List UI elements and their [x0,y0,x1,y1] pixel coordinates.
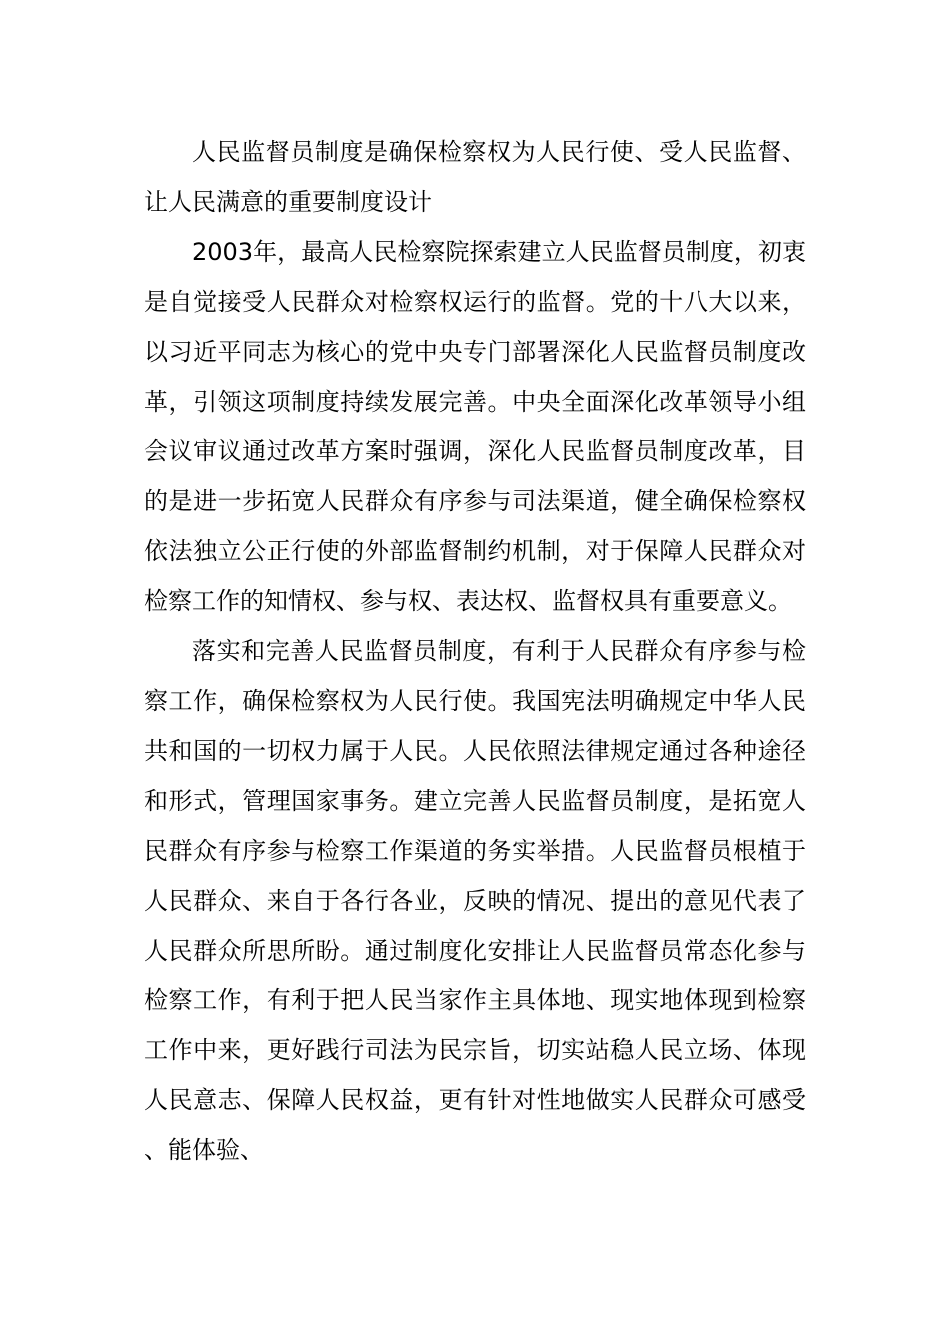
paragraph-body: 落实和完善人民监督员制度，有利于人民群众有序参与检察工作，确保检察权为人民行使。我国宪法明确规定中华人民共和国的一切权力属于人民。人民依照法律规定通过各种途径和形式，管理国家事务。建立完善人民监督员制度，是拓宽人民群众有序参与检察工作渠道的务实举措。人民监督员根植于人民群众、来自于各行各业，反映的情况、提出的意见代表了人民群众所思所盼。通过制度化安排让人民监督员常态化参与检察工作，有利于把人民当家作主具体地、现实地体现到检察工作中来，更好践行司法为民宗旨，切实站稳人民立场、体现人民意志、保障人民权益，更有针对性地做实人民群众可感受、能体验、 [144,637,806,1165]
document-page [144,128,806,1176]
paragraph-body: 2003年，最高人民检察院探索建立人民监督员制度，初衷是自觉接受人民群众对检察权运行的监督。党的十八大以来，以习近平同志为核心的党中央专门部署深化人民监督员制度改革，引领这项制度持续发展完善。中央全面深化改革领导小组会议审议通过改革方案时强调，深化人民监督员制度改革，目的是进一步拓宽人民群众有序参与司法渠道，健全确保检察权依法独立公正行使的外部监督制约机制，对于保障人民群众对检察工作的知情权、参与权、表达权、监督权具有重要意义。 [144,237,806,616]
paragraph-heading: 人民监督员制度是确保检察权为人民行使、受人民监督、让人民满意的重要制度设计 [144,138,806,216]
